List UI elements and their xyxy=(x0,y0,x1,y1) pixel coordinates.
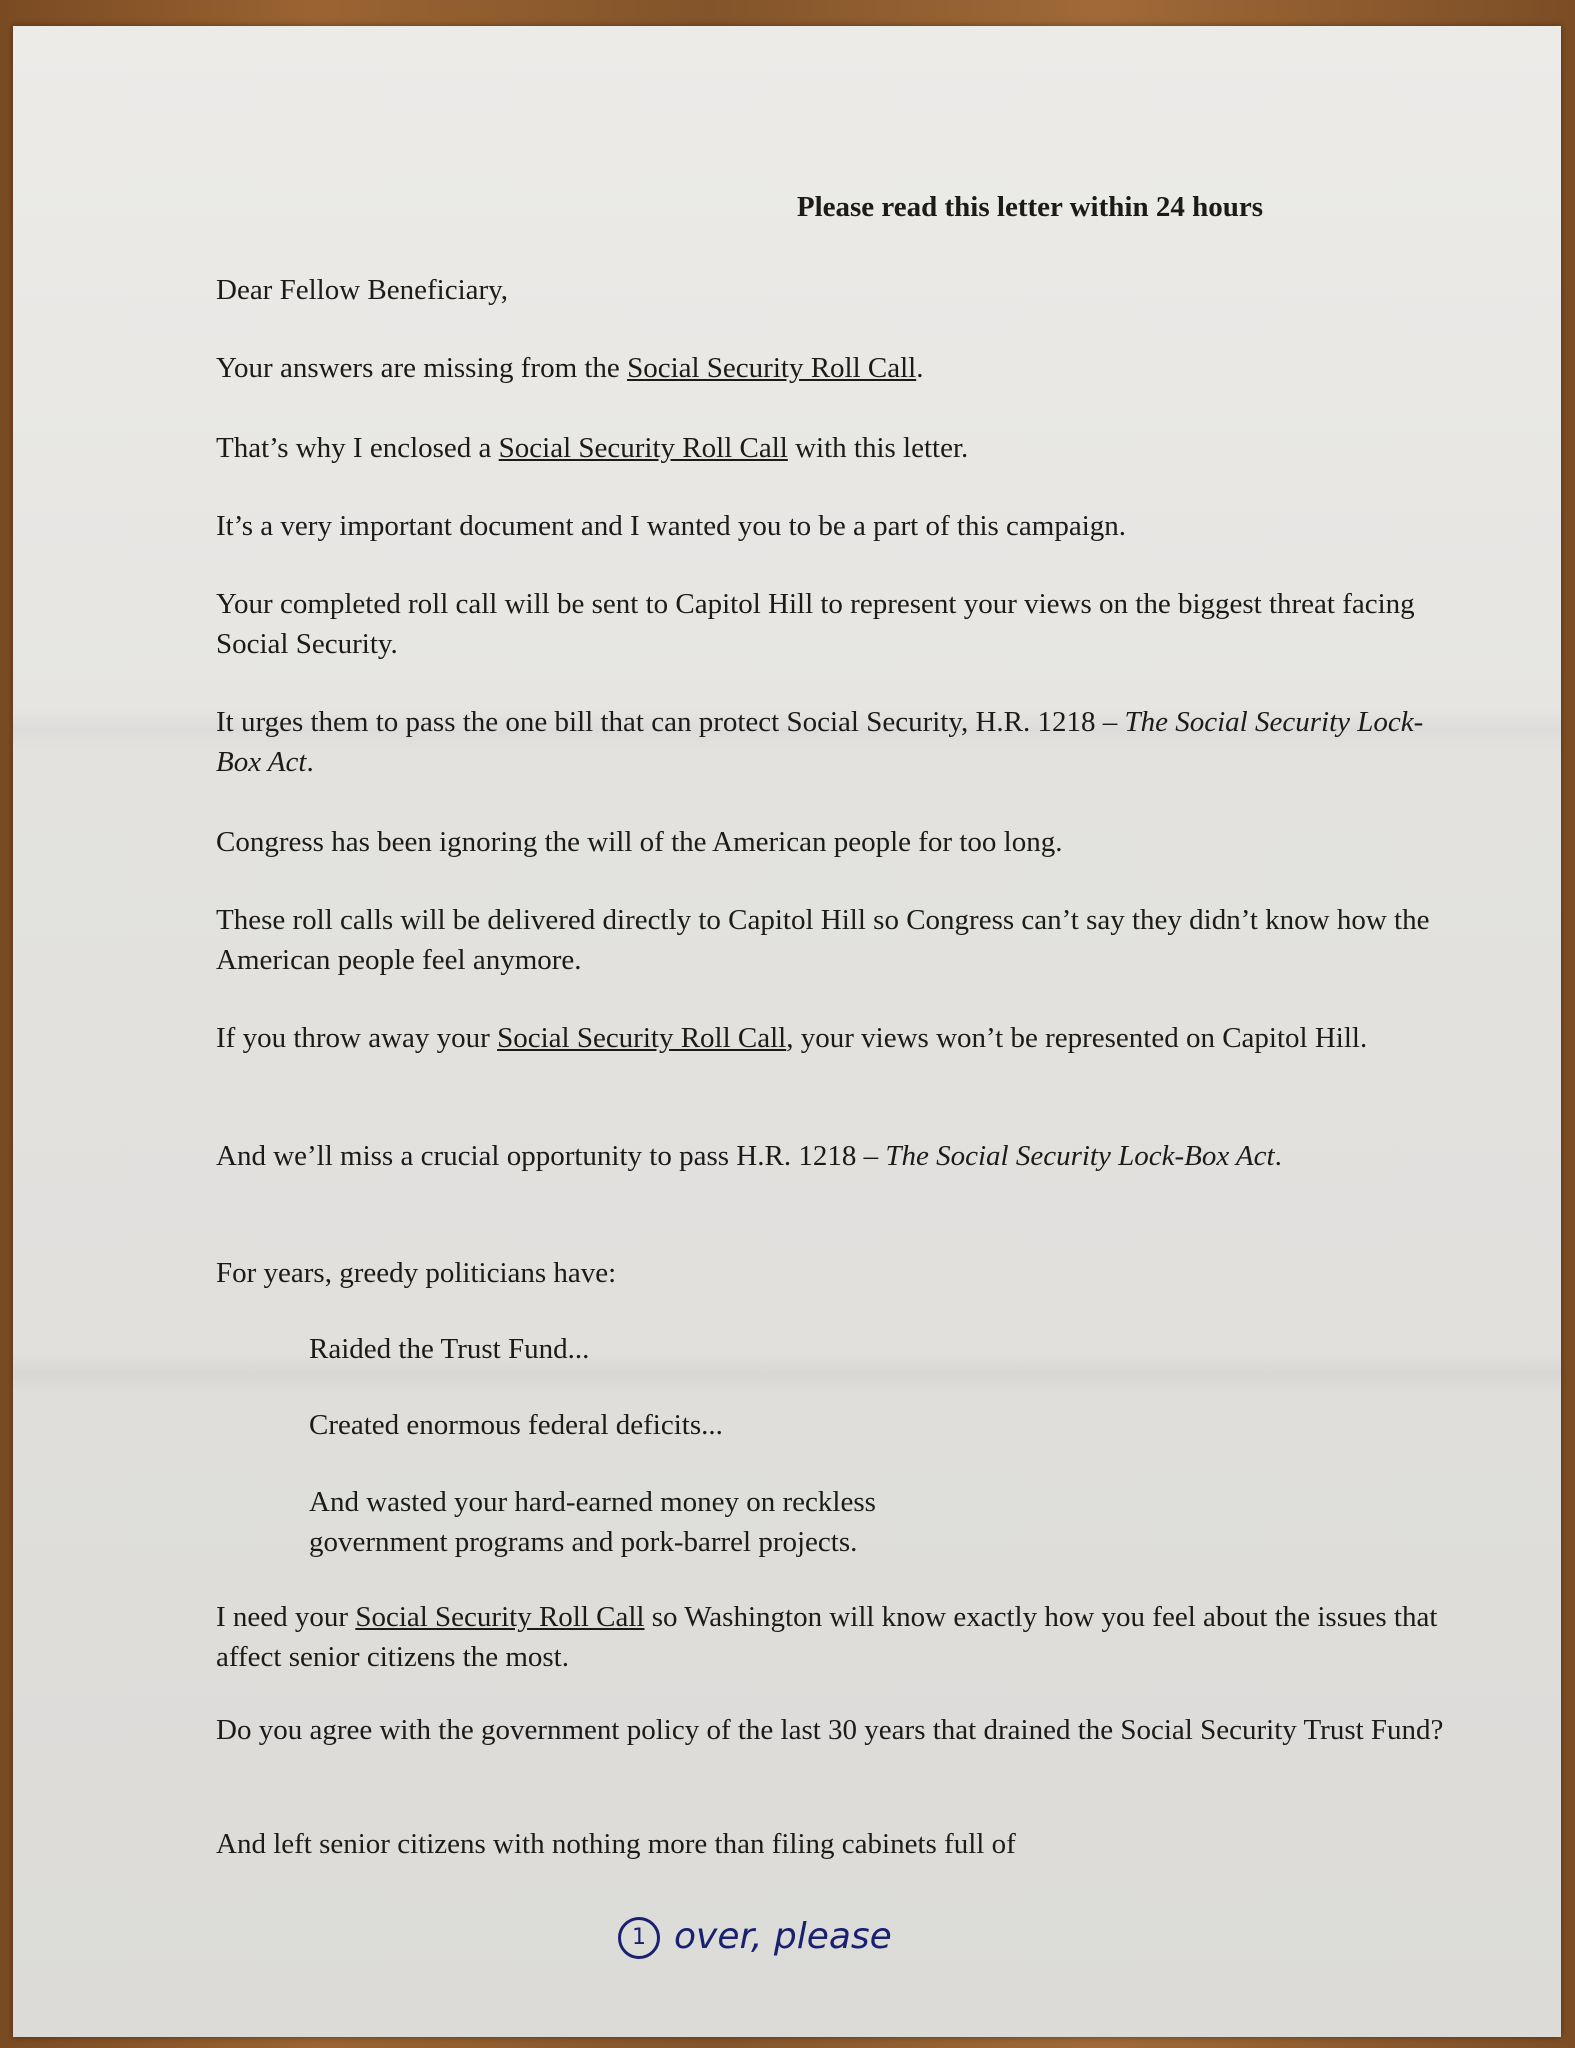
indented-item: Raided the Trust Fund... xyxy=(309,1333,590,1365)
handwritten-note: 1 over, please xyxy=(618,1916,892,1959)
paragraph: I need your Social Security Roll Call so Washington will know exactly how you feel about the issues that affect senior citizens the most. xyxy=(216,1601,1438,1673)
salutation: Dear Fellow Beneficiary, xyxy=(216,274,509,306)
paragraph: These roll calls will be delivered directly to Capitol Hill so Congress can’t say they didn’t know how the American people feel anymore. xyxy=(216,904,1430,976)
letter-page xyxy=(13,26,1561,2037)
page-number-circle: 1 xyxy=(618,1917,660,1959)
paragraph: That’s why I enclosed a Social Security Roll Call with this letter. xyxy=(216,432,969,464)
paragraph: Do you agree with the government policy of the last 30 years that drained the Social Security Trust Fund? xyxy=(216,1714,1444,1746)
paragraph: Congress has been ignoring the will of the American people for too long. xyxy=(216,826,1063,858)
indented-item: Created enormous federal deficits... xyxy=(309,1409,723,1441)
paragraph: If you throw away your Social Security Roll Call, your views won’t be represented on Capitol Hill. xyxy=(216,1022,1368,1054)
paragraph: It’s a very important document and I wanted you to be a part of this campaign. xyxy=(216,510,1127,542)
paragraph: And left senior citizens with nothing more than filing cabinets full of xyxy=(216,1828,1016,1860)
paragraph: Your answers are missing from the Social Security Roll Call. xyxy=(216,352,924,384)
paragraph: For years, greedy politicians have: xyxy=(216,1257,617,1289)
letter-header: Please read this letter within 24 hours xyxy=(796,191,1263,223)
paragraph: It urges them to pass the one bill that can protect Social Security, H.R. 1218 – The Social Security Lock-Box Act. xyxy=(216,706,1424,778)
indented-item: And wasted your hard-earned money on reckless government programs and pork-barrel projects. xyxy=(309,1486,876,1558)
paragraph: And we’ll miss a crucial opportunity to pass H.R. 1218 – The Social Security Lock-Box Act. xyxy=(216,1140,1282,1172)
paragraph: Your completed roll call will be sent to Capitol Hill to represent your views on the biggest threat facing Social Security. xyxy=(216,588,1415,660)
